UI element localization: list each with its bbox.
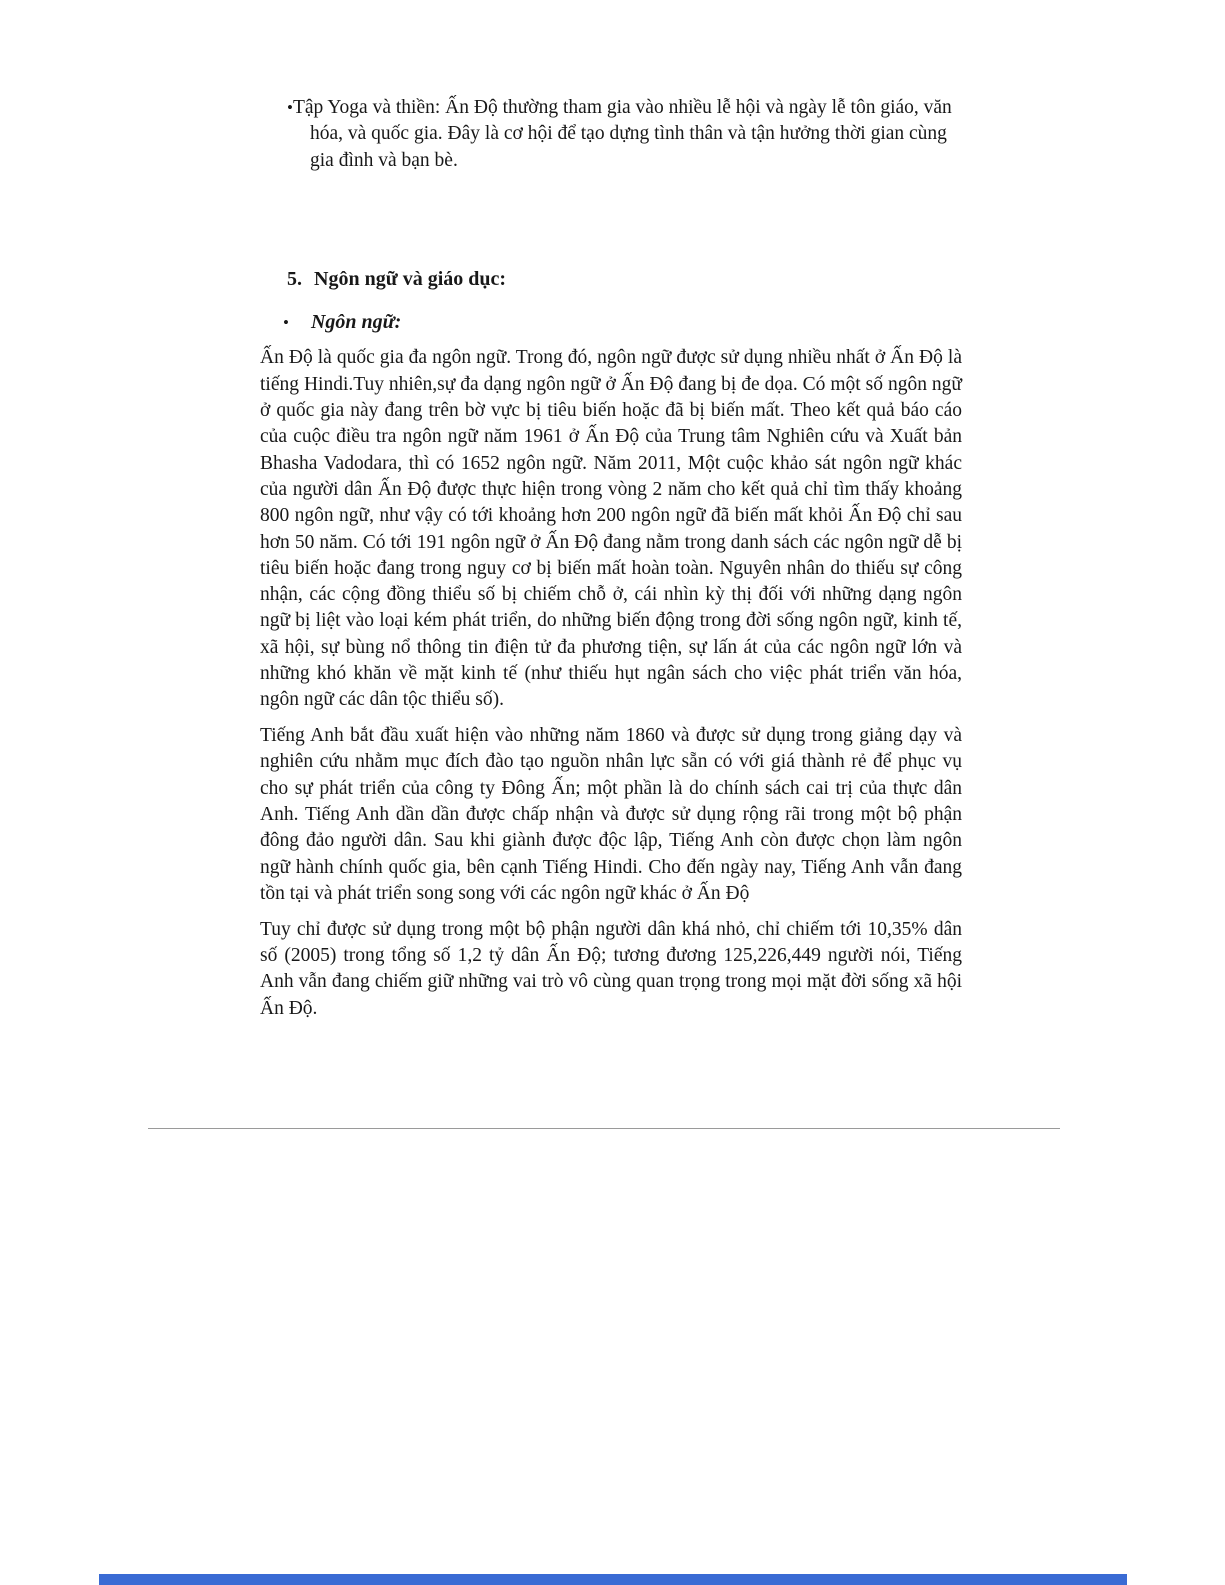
- list-item-label: Tập Yoga và thiền:: [292, 97, 441, 118]
- bullet-icon: •: [287, 98, 293, 117]
- paragraph-english-usage: Tuy chỉ được sử dụng trong một bộ phận người dân khá nhỏ, chỉ chiếm tới 10,35% dân số (2005) trong tổng số 1,2 tỷ dân Ấn Độ; tương đương 125,226,449 người nói, Tiếng Anh vẫn đang chiếm giữ những vai trò vô cùng quan trọng trong mọi mặt đời sống xã hội Ấn Độ.: [260, 918, 962, 1019]
- document-body: [260, 0, 962, 1022]
- section-title: Ngôn ngữ và giáo dục:: [314, 267, 507, 290]
- list-item-label: Ngôn ngữ:: [310, 311, 402, 334]
- paragraph-languages: Ấn Độ là quốc gia đa ngôn ngữ. Trong đó, ngôn ngữ được sử dụng nhiều nhất ở Ấn Độ là tiếng Hindi.Tuy nhiên,sự đa dạng ngôn ngữ ở Ấn Độ đang bị đe dọa. Có một số ngôn ngữ ở quốc gia này đang trên bờ vực bị tiêu biến hoặc đã bị biến mất. Theo kết quả báo cáo của cuộc điều tra ngôn ngữ năm 1961 ở Ấn Độ của Trung tâm Nghiên cứu và Xuất bản Bhasha Vadodara, thì có 1652 ngôn ngữ. Năm 2011, Một cuộc khảo sát ngôn ngữ khác của người dân Ấn Độ được thực hiện trong vòng 2 năm cho kết quả chỉ tìm thấy khoảng 800 ngôn ngữ, như vậy có tới khoảng hơn 200 ngôn ngữ đã biến mất khỏi Ấn Độ chỉ sau hơn 50 năm. Có tới 191 ngôn ngữ ở Ấn Độ đang nằm trong danh sách các ngôn ngữ dễ bị tiêu biến hoặc đang trong nguy cơ bị biến mất hoàn toàn. Nguyên nhân do thiếu sự công nhận, các cộng đồng thiểu số bị chiếm chỗ ở, cái nhìn kỳ thị đối với những dạng ngôn ngữ bị liệt vào loại kém phát triển, do những biến động trong đời sống ngôn ngữ, kinh tế, xã hội, sự bùng nổ thông tin điện tử đa phương tiện, sự lấn át của các ngôn ngữ lớn và những khó khăn về mặt kinh tế (như thiếu hụt ngân sách cho việc phát triển văn hóa, ngôn ngữ các dân tộc thiểu số).: [260, 347, 962, 711]
- paragraph-english-history: Tiếng Anh bắt đầu xuất hiện vào những năm 1860 và được sử dụng trong giảng dạy và nghiên cứu nhằm mục đích đào tạo nguồn nhân lực sẵn có với giá thành rẻ để phục vụ cho sự phát triển của công ty Đông Ấn; một phần là do chính sách cai trị của thực dân Anh. Tiếng Anh dần dần được chấp nhận và được sử dụng rộng rãi trong một bộ phận đông đảo người dân. Sau khi giành được độc lập, Tiếng Anh còn được chọn làm ngôn ngữ hành chính quốc gia, bên cạnh Tiếng Hindi. Cho đến ngày nay, Tiếng Anh vẫn đang tồn tại và phát triển song song với các ngôn ngữ khác ở Ấn Độ: [260, 725, 962, 904]
- bullet-icon: •: [283, 313, 289, 333]
- section-heading: [287, 266, 962, 292]
- bottom-accent-bar: [99, 1574, 1127, 1585]
- list-item-yoga: [287, 95, 970, 174]
- list-item-ngon-ngu: [283, 309, 962, 336]
- list-item-text: Ấn Độ thường tham gia vào nhiều lễ hội và ngày lễ tôn giáo, văn hóa, và quốc gia. Đây là cơ hội để tạo dựng tình thân và tận hưởng thời gian cùng gia đình và bạn bè.: [310, 97, 952, 171]
- section-number: 5.: [287, 267, 302, 290]
- page-divider: [148, 1128, 1060, 1129]
